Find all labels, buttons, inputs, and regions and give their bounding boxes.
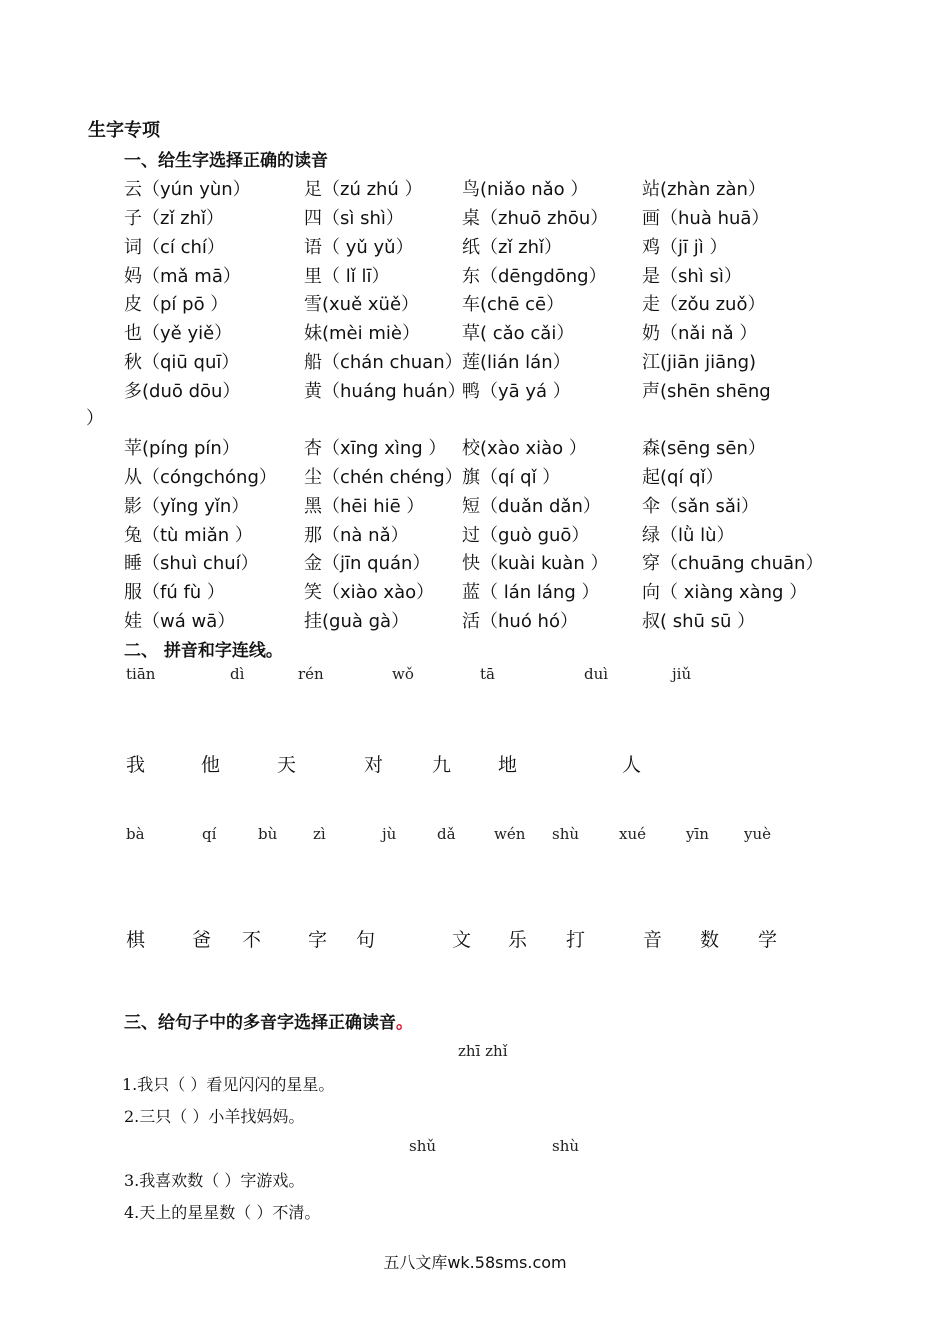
char-reading-item: 那（nà nǎ）: [304, 525, 409, 546]
char-reading-item: 草( cǎo cǎi）: [462, 323, 575, 344]
pinyin-item: bà: [126, 825, 145, 843]
char-reading-item: 也（yě yiě）: [124, 323, 233, 344]
pinyin-item: tā: [480, 665, 495, 683]
char-reading-item: 妈（mǎ mā）: [124, 266, 241, 287]
char-reading-item: 画（huà huā）: [642, 208, 770, 229]
pinyin-item: xué: [619, 825, 646, 843]
pinyin-item: qí: [202, 825, 217, 843]
wrapped-paren: ）: [86, 408, 104, 429]
char-reading-item: 纸（zǐ zhǐ）: [462, 237, 563, 258]
section1-heading: 一、给生字选择正确的读音: [124, 151, 328, 171]
char-reading-item: 蓝（ lán láng ）: [462, 582, 600, 603]
pinyin-item: shù: [552, 825, 580, 843]
char-reading-item: 车(chē cē）: [462, 294, 565, 315]
char-reading-item: 词（cí chí）: [124, 237, 225, 258]
char-reading-item: 从（cóngchóng）: [124, 467, 277, 488]
pinyin-item: jù: [382, 825, 397, 843]
pinyin-item: duì: [584, 665, 609, 683]
hanzi-item: 打: [566, 929, 586, 951]
pinyin-item: wén: [494, 825, 526, 843]
char-reading-item: 站(zhàn zàn）: [642, 179, 766, 200]
char-reading-item: 起(qí qǐ）: [642, 467, 724, 488]
char-reading-item: 杏（xīng xìng ）: [304, 438, 447, 459]
char-reading-item: 森(sēng sēn）: [642, 438, 766, 459]
char-reading-item: 娃（wá wā）: [124, 611, 236, 632]
hanzi-item: 人: [622, 754, 642, 776]
char-reading-item: 睡（shuì chuí）: [124, 553, 259, 574]
char-reading-item: 活（huó hó）: [462, 611, 578, 632]
char-reading-item: 尘（chén chéng）: [304, 467, 463, 488]
hanzi-item: 文: [452, 929, 472, 951]
char-reading-item: 语（ yǔ yǔ）: [304, 237, 414, 258]
char-reading-item: 短（duǎn dǎn）: [462, 496, 601, 517]
char-reading-item: 苹(píng pín）: [124, 438, 240, 459]
hanzi-item: 爸: [192, 929, 212, 951]
char-reading-item: 校(xào xiào ）: [462, 438, 587, 459]
pinyin-item: jiǔ: [672, 665, 692, 683]
char-reading-item: 声(shēn shēng: [642, 381, 771, 402]
char-reading-item: 是（shì sì）: [642, 266, 742, 287]
char-reading-item: 江(jiān jiāng): [642, 352, 757, 373]
char-reading-item: 旗（qí qǐ ）: [462, 467, 561, 488]
char-reading-item: 鸡（jī jì ）: [642, 237, 728, 258]
char-reading-item: 四（sì shì）: [304, 208, 404, 229]
pinyin-item: yīn: [686, 825, 709, 843]
char-reading-item: 东（dēngdōng）: [462, 266, 607, 287]
group1-pinyin: zhī zhǐ: [458, 1042, 508, 1060]
char-reading-item: 快（kuài kuàn ）: [462, 553, 609, 574]
char-reading-item: 里（ lǐ lī）: [304, 266, 390, 287]
char-reading-item: 笑（xiào xào）: [304, 582, 435, 603]
char-reading-item: 莲(lián lán）: [462, 352, 571, 373]
char-reading-item: 过（guò guō）: [462, 525, 590, 546]
char-reading-item: 穿（chuāng chuān）: [642, 553, 824, 574]
sentence-1: 1.我只（ ）看见闪闪的星星。: [122, 1075, 335, 1094]
char-reading-item: 船（chán chuan）: [304, 352, 463, 373]
hanzi-item: 数: [700, 929, 720, 951]
char-reading-item: 妹(mèi miè）: [304, 323, 420, 344]
char-reading-item: 兔（tù miǎn ）: [124, 525, 253, 546]
char-reading-item: 云（yún yùn）: [124, 179, 251, 200]
char-reading-item: 挂(guà gà）: [304, 611, 410, 632]
char-reading-item: 皮（pí pō ）: [124, 294, 229, 315]
char-reading-item: 桌（zhuō zhōu）: [462, 208, 609, 229]
char-reading-item: 叔( shū sū ）: [642, 611, 756, 632]
char-reading-item: 奶（nǎi nǎ ）: [642, 323, 758, 344]
pinyin-item: rén: [298, 665, 324, 683]
char-reading-item: 子（zǐ zhǐ）: [124, 208, 225, 229]
footer-watermark: 五八文库wk.58sms.com: [383, 1253, 567, 1272]
hanzi-item: 棋: [126, 929, 146, 951]
group2-pinyin-a: shǔ: [409, 1137, 437, 1155]
hanzi-item: 对: [364, 754, 384, 776]
char-reading-item: 影（yǐng yǐn）: [124, 496, 250, 517]
pinyin-item: zì: [313, 825, 326, 843]
hanzi-item: 不: [242, 929, 262, 951]
pinyin-item: wǒ: [392, 665, 414, 683]
hanzi-item: 我: [126, 754, 146, 776]
page-title: 生字专项: [88, 120, 160, 141]
hanzi-item: 学: [758, 929, 778, 951]
pinyin-item: dǎ: [437, 825, 456, 843]
char-reading-item: 鸟(niǎo nǎo ）: [462, 179, 589, 200]
char-reading-item: 黄（huáng huán）: [304, 381, 466, 402]
char-reading-item: 向（ xiàng xàng ）: [642, 582, 808, 603]
hanzi-item: 地: [498, 754, 518, 776]
char-reading-item: 绿（lǜ lù）: [642, 525, 735, 546]
hanzi-item: 乐: [508, 929, 528, 951]
sentence-2: 2.三只（ ）小羊找妈妈。: [124, 1107, 305, 1126]
hanzi-item: 字: [308, 929, 328, 951]
sentence-4: 4.天上的星星数（ ）不清。: [124, 1203, 321, 1222]
pinyin-item: yuè: [744, 825, 772, 843]
char-reading-item: 雪(xuě xüě）: [304, 294, 420, 315]
hanzi-item: 他: [201, 754, 221, 776]
hanzi-item: 音: [643, 929, 663, 951]
sentence-3: 3.我喜欢数（ ）字游戏。: [124, 1171, 305, 1190]
char-reading-item: 多(duō dōu）: [124, 381, 241, 402]
char-reading-item: 足（zú zhú ）: [304, 179, 423, 200]
group2-pinyin-b: shù: [552, 1137, 580, 1155]
pinyin-item: dì: [230, 665, 245, 683]
hanzi-item: 天: [277, 754, 297, 776]
char-reading-item: 秋（qiū quī）: [124, 352, 240, 373]
pinyin-item: tiān: [126, 665, 156, 683]
hanzi-item: 九: [432, 754, 452, 776]
pinyin-item: bù: [258, 825, 278, 843]
hanzi-item: 句: [356, 929, 376, 951]
char-reading-item: 走（zǒu zuǒ）: [642, 294, 766, 315]
char-reading-item: 服（fú fù ）: [124, 582, 225, 603]
char-reading-item: 伞（sǎn sǎi）: [642, 496, 759, 517]
char-reading-item: 鸭（yā yá ）: [462, 381, 571, 402]
section2-heading: 二、 拼音和字连线。: [124, 641, 283, 661]
section3-heading: 三、给句子中的多音字选择正确读音。: [124, 1013, 413, 1033]
char-reading-item: 黑（hēi hiē ）: [304, 496, 425, 517]
char-reading-item: 金（jīn quán）: [304, 553, 431, 574]
